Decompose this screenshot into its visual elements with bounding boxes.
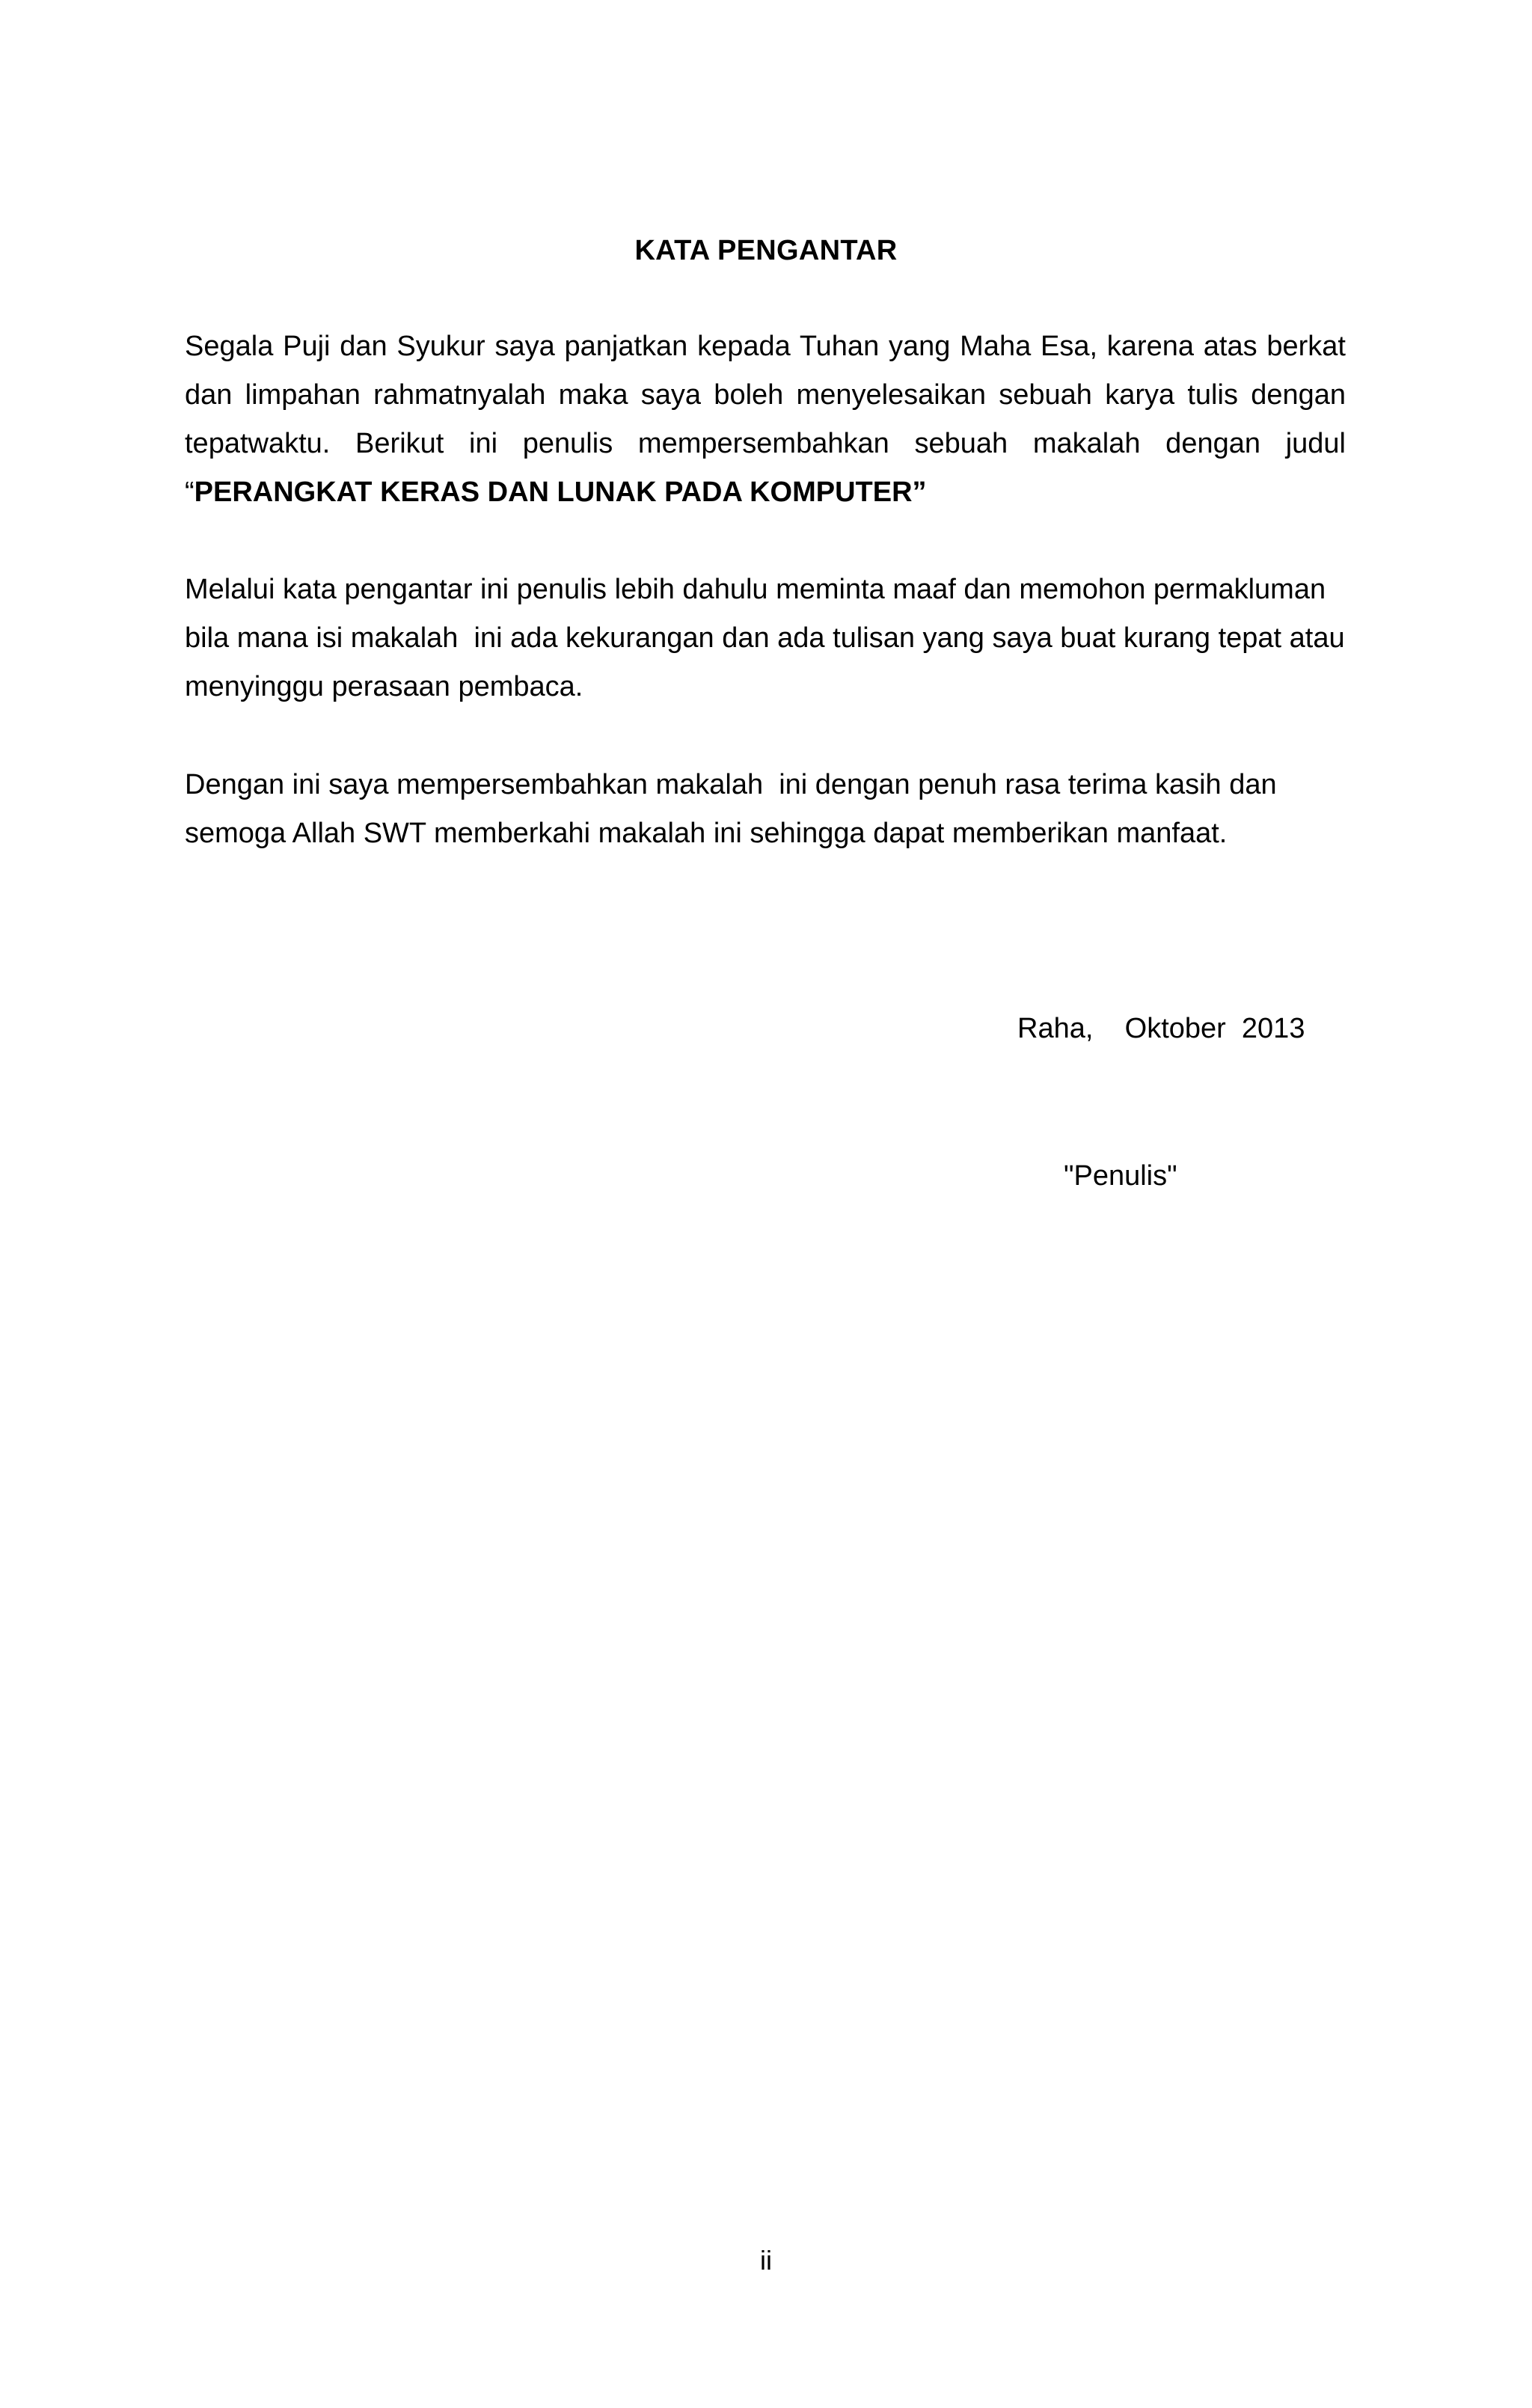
paragraph-intro	[185, 322, 1346, 517]
paragraph-line: semoga Allah SWT memberkahi makalah ini sehingga dapat memberikan manfaat.	[185, 818, 1228, 849]
paragraph-line: Melalui kata pengantar ini penulis lebih dahulu meminta maaf dan memohon permakluman	[185, 574, 1326, 605]
paper-title: PERANGKAT KERAS DAN LUNAK PADA KOMPUTER”	[194, 477, 927, 508]
page-title: KATA PENGANTAR	[634, 235, 898, 266]
paragraph-line: menyinggu perasaan pembaca.	[185, 671, 583, 702]
paragraph-apology	[185, 566, 1346, 711]
page-number: ii	[760, 2245, 772, 2276]
paragraph-line-title	[185, 468, 1346, 517]
author-signature: "Penulis"	[1064, 1160, 1177, 1192]
quote-mark: “	[185, 477, 194, 508]
paragraph-line: tepatwaktu. Berikut ini penulis mempersembahkan sebuah makalah dengan judul	[185, 428, 1346, 459]
paragraph-line: Segala Puji dan Syukur saya panjatkan kepada Tuhan yang Maha Esa, karena atas berkat	[185, 331, 1346, 362]
paragraph-line: dan limpahan rahmatnyalah maka saya boleh menyelesaikan sebuah karya tulis dengan	[185, 379, 1346, 411]
paragraph-closing	[185, 761, 1346, 858]
paragraph-line: Dengan ini saya mempersembahkan makalah ini dengan penuh rasa terima kasih dan	[185, 769, 1277, 800]
paragraph-line: bila mana isi makalah ini ada kekurangan dan ada tulisan yang saya buat kurang tepat atau	[185, 622, 1345, 654]
place-and-date: Raha, Oktober 2013	[1017, 1013, 1305, 1044]
